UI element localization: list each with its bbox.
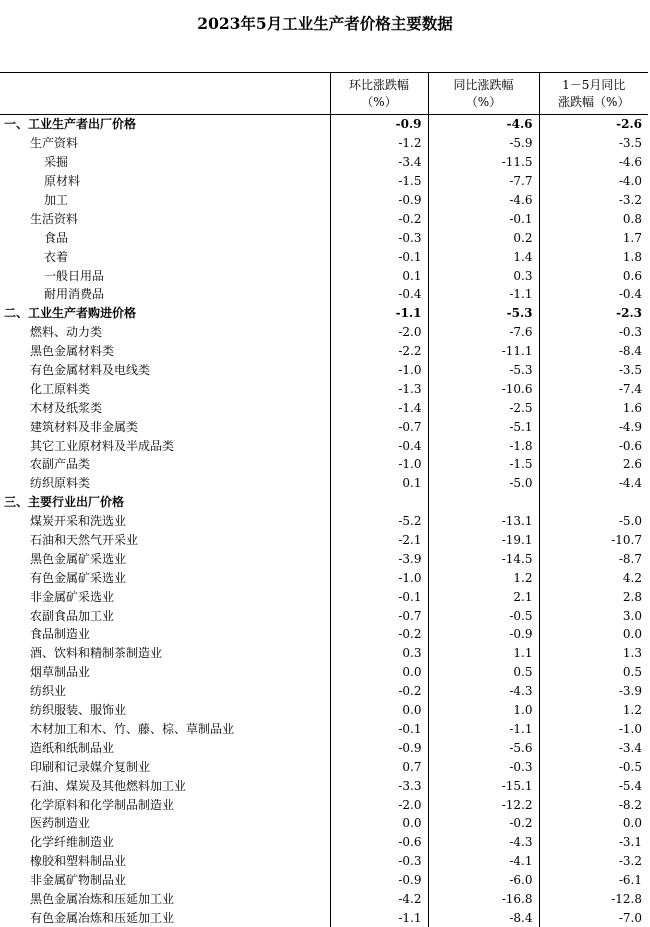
table-row — [0, 191, 648, 210]
row-ytd-value: -4.4 — [539, 474, 648, 493]
row-ytd-value: 4.2 — [539, 568, 648, 587]
row-name: 橡胶和塑料制品业 — [0, 852, 330, 871]
row-mom-value: -2.0 — [330, 795, 428, 814]
table-row — [0, 549, 648, 568]
row-ytd-value: -7.0 — [539, 908, 648, 927]
row-yoy-value: -0.2 — [428, 814, 539, 833]
row-mom-value: 0.0 — [330, 663, 428, 682]
row-name: 石油和天然气开采业 — [0, 531, 330, 550]
row-yoy-value: -13.1 — [428, 512, 539, 531]
row-ytd-value: 0.0 — [539, 814, 648, 833]
table-row — [0, 153, 648, 172]
row-ytd-value: 0.8 — [539, 209, 648, 228]
row-ytd-value: -3.5 — [539, 134, 648, 153]
row-name: 有色金属冶炼和压延加工业 — [0, 908, 330, 927]
table-row — [0, 455, 648, 474]
header-mom-line1: 环比涨跌幅 — [331, 77, 428, 94]
row-yoy-value: -1.1 — [428, 285, 539, 304]
row-name: 医药制造业 — [0, 814, 330, 833]
table-header-row — [0, 73, 648, 115]
row-yoy-value: -1.8 — [428, 436, 539, 455]
header-yoy — [428, 73, 539, 115]
row-ytd-value: -3.5 — [539, 361, 648, 380]
row-yoy-value: -1.1 — [428, 720, 539, 739]
table-row — [0, 852, 648, 871]
row-name: 加工 — [0, 191, 330, 210]
table-row — [0, 531, 648, 550]
row-ytd-value: -0.3 — [539, 323, 648, 342]
table-row — [0, 908, 648, 927]
row-name: 黑色金属冶炼和压延加工业 — [0, 890, 330, 909]
row-name: 生产资料 — [0, 134, 330, 153]
row-ytd-value: -0.5 — [539, 757, 648, 776]
row-name: 一般日用品 — [0, 266, 330, 285]
row-ytd-value: -5.0 — [539, 512, 648, 531]
row-ytd-value: -0.6 — [539, 436, 648, 455]
table-row — [0, 134, 648, 153]
row-ytd-value: 1.8 — [539, 247, 648, 266]
row-name: 印刷和记录媒介复制业 — [0, 757, 330, 776]
row-yoy-value: 0.3 — [428, 266, 539, 285]
section-row — [0, 304, 648, 323]
row-mom-value: -1.0 — [330, 455, 428, 474]
row-ytd-value: -5.4 — [539, 776, 648, 795]
row-name: 黑色金属材料类 — [0, 342, 330, 361]
row-name: 其它工业原材料及半成品类 — [0, 436, 330, 455]
table-row — [0, 568, 648, 587]
table-row — [0, 474, 648, 493]
row-name: 有色金属材料及电线类 — [0, 361, 330, 380]
header-ytd-line2: 涨跌幅（%） — [540, 94, 649, 111]
row-ytd-value: 1.7 — [539, 228, 648, 247]
row-name: 农副食品加工业 — [0, 606, 330, 625]
row-yoy-value: 0.5 — [428, 663, 539, 682]
row-name: 农副产品类 — [0, 455, 330, 474]
table-row — [0, 361, 648, 380]
row-mom-value: 0.1 — [330, 266, 428, 285]
row-yoy-value: -16.8 — [428, 890, 539, 909]
header-mom-line2: （%） — [331, 94, 428, 111]
row-yoy-value: -5.1 — [428, 417, 539, 436]
row-ytd-value: 1.3 — [539, 644, 648, 663]
row-yoy-value: -0.1 — [428, 209, 539, 228]
table-row — [0, 417, 648, 436]
row-mom-value: -0.7 — [330, 606, 428, 625]
row-ytd-value: -1.0 — [539, 720, 648, 739]
row-name: 造纸和纸制品业 — [0, 738, 330, 757]
row-mom-value: -0.1 — [330, 587, 428, 606]
row-yoy-value: -7.6 — [428, 323, 539, 342]
row-ytd-value: -3.1 — [539, 833, 648, 852]
row-name: 燃料、动力类 — [0, 323, 330, 342]
row-yoy-value: -14.5 — [428, 549, 539, 568]
table-row — [0, 587, 648, 606]
row-yoy-value: -8.4 — [428, 908, 539, 927]
table-row — [0, 512, 648, 531]
row-yoy-value: 0.2 — [428, 228, 539, 247]
row-mom-value: 0.0 — [330, 814, 428, 833]
table-row — [0, 663, 648, 682]
row-name: 食品制造业 — [0, 625, 330, 644]
row-mom-value: -2.1 — [330, 531, 428, 550]
header-ytd-line1: 1－5月同比 — [540, 77, 649, 94]
row-name: 烟草制品业 — [0, 663, 330, 682]
row-mom-value: -0.4 — [330, 285, 428, 304]
table-row — [0, 342, 648, 361]
table-row — [0, 795, 648, 814]
row-ytd-value: -0.4 — [539, 285, 648, 304]
row-mom-value: -2.0 — [330, 323, 428, 342]
row-ytd-value: -8.7 — [539, 549, 648, 568]
row-name: 采掘 — [0, 153, 330, 172]
table-row — [0, 266, 648, 285]
row-mom-value: -0.9 — [330, 191, 428, 210]
row-ytd-value: 2.8 — [539, 587, 648, 606]
row-yoy-value: -11.1 — [428, 342, 539, 361]
section-row — [0, 493, 648, 512]
row-ytd-value: -10.7 — [539, 531, 648, 550]
row-ytd-value: 3.0 — [539, 606, 648, 625]
row-mom-value: -1.5 — [330, 172, 428, 191]
table-row — [0, 209, 648, 228]
row-mom-value: -2.2 — [330, 342, 428, 361]
row-yoy-value: -1.5 — [428, 455, 539, 474]
row-yoy-value: -0.5 — [428, 606, 539, 625]
row-yoy-value: -12.2 — [428, 795, 539, 814]
row-name: 石油、煤炭及其他燃料加工业 — [0, 776, 330, 795]
table-row — [0, 323, 648, 342]
row-yoy-value: -5.6 — [428, 738, 539, 757]
row-yoy-value: 1.0 — [428, 701, 539, 720]
row-yoy-value: 1.4 — [428, 247, 539, 266]
section-row — [0, 115, 648, 134]
row-name: 耐用消费品 — [0, 285, 330, 304]
table-row — [0, 228, 648, 247]
row-yoy-value: -11.5 — [428, 153, 539, 172]
row-ytd-value: 1.6 — [539, 398, 648, 417]
row-ytd-value: 2.6 — [539, 455, 648, 474]
row-yoy-value: -19.1 — [428, 531, 539, 550]
row-ytd-value: -7.4 — [539, 379, 648, 398]
row-name: 酒、饮料和精制茶制造业 — [0, 644, 330, 663]
row-name: 一、工业生产者出厂价格 — [0, 115, 330, 134]
row-mom-value: -1.0 — [330, 361, 428, 380]
row-mom-value: -0.7 — [330, 417, 428, 436]
row-mom-value: -0.2 — [330, 625, 428, 644]
table-row — [0, 379, 648, 398]
row-ytd-value: -3.9 — [539, 682, 648, 701]
header-mom — [330, 73, 428, 115]
row-name: 化学原料和化学制品制造业 — [0, 795, 330, 814]
row-mom-value: -3.4 — [330, 153, 428, 172]
row-name: 衣着 — [0, 247, 330, 266]
table-row — [0, 757, 648, 776]
row-ytd-value: -8.2 — [539, 795, 648, 814]
row-mom-value: -0.1 — [330, 720, 428, 739]
row-yoy-value: -6.0 — [428, 871, 539, 890]
row-name: 煤炭开采和洗选业 — [0, 512, 330, 531]
table-row — [0, 285, 648, 304]
table-row — [0, 814, 648, 833]
row-mom-value: -1.1 — [330, 908, 428, 927]
row-name: 黑色金属矿采选业 — [0, 549, 330, 568]
row-mom-value: -1.1 — [330, 304, 428, 323]
page-title: 2023年5月工业生产者价格主要数据 — [0, 12, 650, 34]
table-row — [0, 738, 648, 757]
row-name: 二、工业生产者购进价格 — [0, 304, 330, 323]
row-ytd-value: 0.5 — [539, 663, 648, 682]
row-yoy-value: 1.2 — [428, 568, 539, 587]
row-name: 原材料 — [0, 172, 330, 191]
row-yoy-value: -10.6 — [428, 379, 539, 398]
table-row — [0, 871, 648, 890]
row-name: 生活资料 — [0, 209, 330, 228]
row-ytd-value: -12.8 — [539, 890, 648, 909]
row-mom-value: -3.3 — [330, 776, 428, 795]
row-yoy-value: 2.1 — [428, 587, 539, 606]
table-row — [0, 833, 648, 852]
row-name: 有色金属矿采选业 — [0, 568, 330, 587]
table-row — [0, 398, 648, 417]
row-yoy-value: -5.3 — [428, 361, 539, 380]
row-name: 三、主要行业出厂价格 — [0, 493, 330, 512]
table-row — [0, 890, 648, 909]
row-mom-value: -0.9 — [330, 738, 428, 757]
table-row — [0, 172, 648, 191]
table-row — [0, 606, 648, 625]
row-name: 纺织原料类 — [0, 474, 330, 493]
row-ytd-value: -6.1 — [539, 871, 648, 890]
row-mom-value: 0.0 — [330, 701, 428, 720]
row-yoy-value — [428, 493, 539, 512]
table-body — [0, 115, 648, 927]
row-yoy-value: -0.3 — [428, 757, 539, 776]
header-ytd — [539, 73, 648, 115]
row-mom-value: 0.3 — [330, 644, 428, 663]
row-yoy-value: -0.9 — [428, 625, 539, 644]
row-ytd-value: -3.2 — [539, 852, 648, 871]
row-yoy-value: -4.6 — [428, 191, 539, 210]
row-name: 非金属矿物制品业 — [0, 871, 330, 890]
row-mom-value: -1.0 — [330, 568, 428, 587]
row-mom-value: -0.6 — [330, 833, 428, 852]
table-row — [0, 776, 648, 795]
row-yoy-value: -5.3 — [428, 304, 539, 323]
row-yoy-value: -4.3 — [428, 682, 539, 701]
row-yoy-value: -4.3 — [428, 833, 539, 852]
row-mom-value: -1.4 — [330, 398, 428, 417]
row-ytd-value: -2.3 — [539, 304, 648, 323]
row-name: 食品 — [0, 228, 330, 247]
price-data-table — [0, 72, 648, 927]
row-yoy-value: 1.1 — [428, 644, 539, 663]
row-ytd-value: -4.9 — [539, 417, 648, 436]
row-mom-value: -0.1 — [330, 247, 428, 266]
row-name: 化学纤维制造业 — [0, 833, 330, 852]
row-ytd-value — [539, 493, 648, 512]
row-name: 化工原料类 — [0, 379, 330, 398]
row-mom-value: 0.1 — [330, 474, 428, 493]
row-name: 建筑材料及非金属类 — [0, 417, 330, 436]
table-row — [0, 720, 648, 739]
table-row — [0, 247, 648, 266]
row-mom-value: -5.2 — [330, 512, 428, 531]
row-mom-value: -0.4 — [330, 436, 428, 455]
row-ytd-value: 0.6 — [539, 266, 648, 285]
header-category — [0, 73, 330, 115]
row-mom-value: -0.9 — [330, 115, 428, 134]
header-yoy-line1: 同比涨跌幅 — [429, 77, 539, 94]
row-ytd-value: -3.4 — [539, 738, 648, 757]
row-ytd-value: -2.6 — [539, 115, 648, 134]
row-mom-value: -1.2 — [330, 134, 428, 153]
row-yoy-value: -15.1 — [428, 776, 539, 795]
row-mom-value: -0.9 — [330, 871, 428, 890]
row-yoy-value: -5.9 — [428, 134, 539, 153]
table-row — [0, 436, 648, 455]
row-mom-value — [330, 493, 428, 512]
table-row — [0, 701, 648, 720]
row-ytd-value: -4.6 — [539, 153, 648, 172]
row-yoy-value: -5.0 — [428, 474, 539, 493]
row-mom-value: -4.2 — [330, 890, 428, 909]
row-mom-value: -3.9 — [330, 549, 428, 568]
row-mom-value: -0.3 — [330, 852, 428, 871]
row-mom-value: -0.3 — [330, 228, 428, 247]
row-name: 木材加工和木、竹、藤、棕、草制品业 — [0, 720, 330, 739]
table-row — [0, 644, 648, 663]
row-yoy-value: -2.5 — [428, 398, 539, 417]
row-yoy-value: -4.6 — [428, 115, 539, 134]
row-mom-value: -1.3 — [330, 379, 428, 398]
row-ytd-value: -4.0 — [539, 172, 648, 191]
row-mom-value: -0.2 — [330, 682, 428, 701]
row-name: 非金属矿采选业 — [0, 587, 330, 606]
row-name: 纺织业 — [0, 682, 330, 701]
row-name: 木材及纸浆类 — [0, 398, 330, 417]
row-mom-value: -0.2 — [330, 209, 428, 228]
row-yoy-value: -4.1 — [428, 852, 539, 871]
row-yoy-value: -7.7 — [428, 172, 539, 191]
row-ytd-value: -8.4 — [539, 342, 648, 361]
header-yoy-line2: （%） — [429, 94, 539, 111]
row-name: 纺织服装、服饰业 — [0, 701, 330, 720]
row-ytd-value: 0.0 — [539, 625, 648, 644]
row-ytd-value: 1.2 — [539, 701, 648, 720]
table-row — [0, 625, 648, 644]
row-ytd-value: -3.2 — [539, 191, 648, 210]
row-mom-value: 0.7 — [330, 757, 428, 776]
table-row — [0, 682, 648, 701]
